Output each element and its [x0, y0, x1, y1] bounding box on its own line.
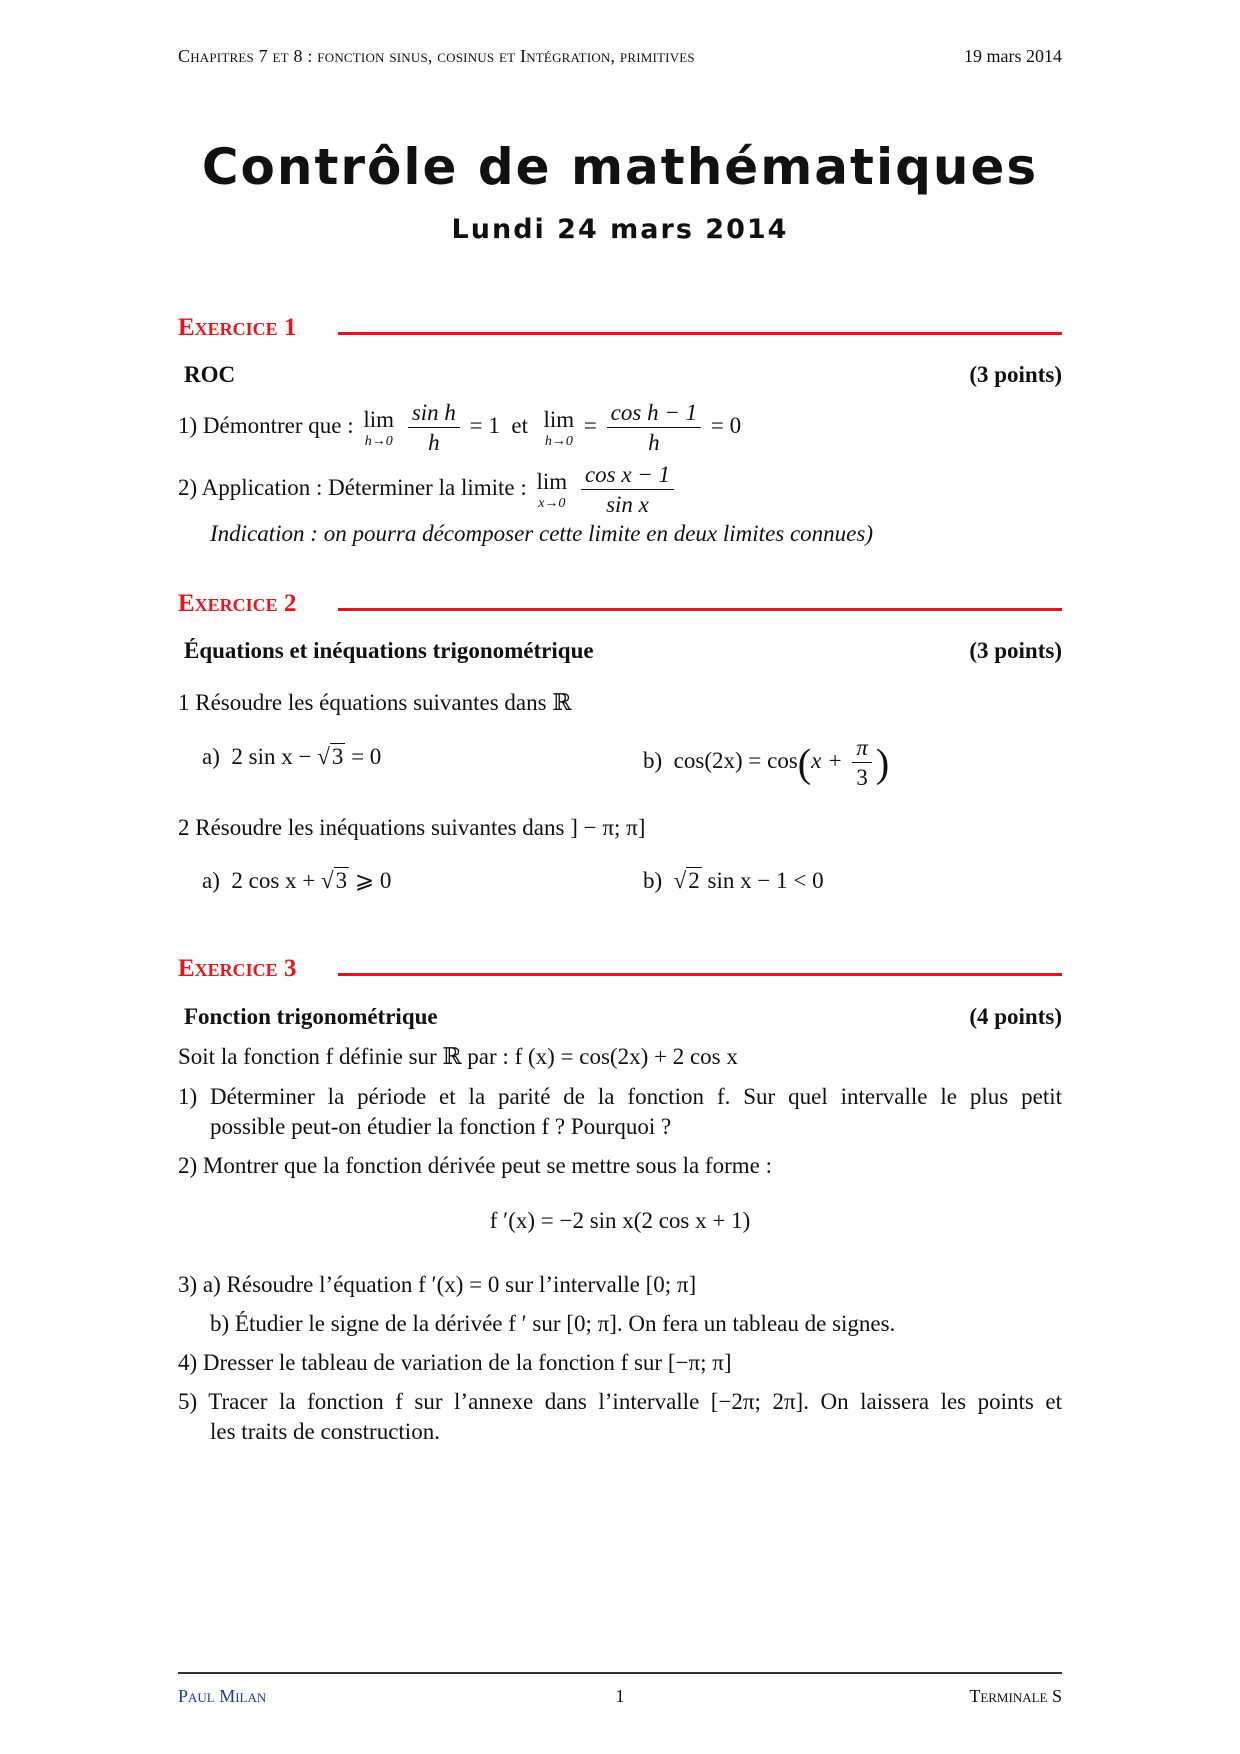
ex2-q2a: a) 2 cos x + √3 ⩾ 0 [202, 868, 392, 893]
footer-rule [178, 1672, 1062, 1674]
ex1-points: (3 points) [969, 362, 1062, 387]
ex2-section: Équations et inéquations trigonométrique [184, 638, 594, 663]
ex1-section: ROC [184, 362, 236, 387]
ex3-rule [338, 973, 1062, 976]
q1b-x: x + [811, 748, 843, 774]
footer-author: Paul Milan [178, 1686, 267, 1706]
header-date: 19 mars 2014 [964, 46, 1062, 66]
ex3-section: Fonction trigonométrique [184, 1004, 438, 1029]
fraction-3-den: sin x [606, 492, 649, 518]
q1a-label: a) [202, 744, 220, 769]
ex1-title: Exercice 1 [178, 314, 297, 341]
ex1-q2 [178, 462, 678, 518]
footer-class: Terminale S [969, 1686, 1062, 1706]
ex3-intro: Soit la fonction f définie sur ℝ par : f (x) = cos(2x) + 2 cos x [178, 1044, 738, 1069]
fraction-1-den: h [428, 430, 440, 456]
eq-mid: = [583, 413, 597, 439]
ex1-q2-prefix: 2) Application : Déterminer la limite : [178, 475, 527, 501]
ex1-q1-prefix: 1) Démontrer que : [178, 413, 354, 439]
document-subtitle: Lundi 24 mars 2014 [451, 214, 789, 245]
fraction-pi-den: 3 [856, 765, 868, 791]
eq-1: = 1 [469, 413, 500, 439]
q1b-label: b) [643, 748, 663, 774]
lim-1 [363, 407, 394, 449]
ex1-indication: Indication : on pourra décomposer cette limite en deux limites connues) [210, 521, 874, 546]
ex3-q2: 2) Montrer que la fonction dérivée peut se mettre sous la forme : [178, 1153, 772, 1178]
lim-2-sub: h→0 [544, 433, 573, 449]
q1a-post: = 0 [351, 744, 382, 769]
lim-1-word: lim [363, 406, 395, 432]
ex2-title: Exercice 2 [178, 590, 297, 617]
header-chapter: Chapitres 7 et 8 : fonction sinus, cosinus et Intégration, primitives [178, 46, 695, 66]
ex3-formula: f ′(x) = −2 sin x(2 cos x + 1) [489, 1208, 751, 1233]
ex3-q1-line1: 1) Déterminer la période et la parité de la fonction f. Sur quel intervalle le plus petit [178, 1084, 1062, 1109]
lim-2-word: lim [543, 406, 575, 432]
ex3-title: Exercice 3 [178, 955, 297, 982]
ex3-q5-line2: les traits de construction. [210, 1419, 440, 1444]
ex3-q5-line1: 5) Tracer la fonction f sur l’annexe dans l’intervalle [−2π; 2π]. On laissera les points et [178, 1389, 1062, 1414]
fraction-2-num: cos h − 1 [607, 400, 701, 428]
ex3-q1-line2: possible peut-on étudier la fonction f ? Pourquoi ? [210, 1114, 672, 1139]
word-et: et [511, 413, 528, 439]
q2a-post: ⩾ 0 [354, 868, 392, 893]
q1b-pre: cos(2x) = cos [673, 748, 798, 774]
ex2-rule [338, 608, 1062, 611]
ex2-q1: 1 Résoudre les équations suivantes dans ℝ [178, 690, 572, 715]
fraction-cosh-h [607, 400, 701, 456]
ex2-q1b: b) cos(2x) = cos(x + $\frac{\pi}{3}$ ) [643, 735, 890, 791]
ex2-q2b: b) √2 sin x − 1 < 0 [643, 868, 824, 893]
fraction-sinh-h [408, 400, 460, 456]
q1a-pre: 2 sin x − [231, 744, 312, 769]
ex2-points: (3 points) [969, 638, 1062, 663]
lim-3 [537, 469, 568, 511]
fraction-pi-num: π [852, 735, 872, 763]
q2a-pre: 2 cos x + [231, 868, 316, 893]
fraction-pi-3 [852, 735, 872, 791]
fraction-cosx-sinx [581, 462, 674, 518]
page-header [178, 46, 1062, 76]
lim-2 [544, 407, 575, 449]
q2b-root: 2 [688, 868, 700, 893]
q2b-label: b) [643, 868, 663, 893]
footer-page-number: 1 [615, 1686, 625, 1706]
lim-1-sub: h→0 [364, 433, 393, 449]
fraction-3-num: cos x − 1 [581, 462, 674, 490]
ex1-q1 [178, 400, 741, 456]
q2a-label: a) [202, 868, 220, 893]
lim-3-sub: x→0 [538, 495, 566, 511]
q2b-post: sin x − 1 < 0 [707, 868, 824, 893]
ex3-points: (4 points) [969, 1004, 1062, 1029]
fraction-1-num: sin h [408, 400, 460, 428]
ex2-q2: 2 Résoudre les inéquations suivantes dans ] − π; π] [178, 815, 646, 840]
ex3-q4: 4) Dresser le tableau de variation de la fonction f sur [−π; π] [178, 1350, 732, 1375]
eq-0: = 0 [710, 413, 742, 439]
q2a-root: 3 [335, 868, 348, 893]
q1a-root: 3 [331, 744, 344, 769]
ex2-q1a: a) 2 sin x − √3 = 0 [202, 744, 382, 769]
document-title: Contrôle de mathématiques [201, 138, 1039, 196]
ex3-q3b: b) Étudier le signe de la dérivée f ′ sur [0; π]. On fera un tableau de signes. [210, 1311, 896, 1336]
ex3-q3a: 3) a) Résoudre l’équation f ′(x) = 0 sur l’intervalle [0; π] [178, 1272, 697, 1297]
fraction-2-den: h [648, 430, 660, 456]
lim-3-word: lim [536, 468, 568, 494]
ex1-rule [338, 332, 1062, 335]
